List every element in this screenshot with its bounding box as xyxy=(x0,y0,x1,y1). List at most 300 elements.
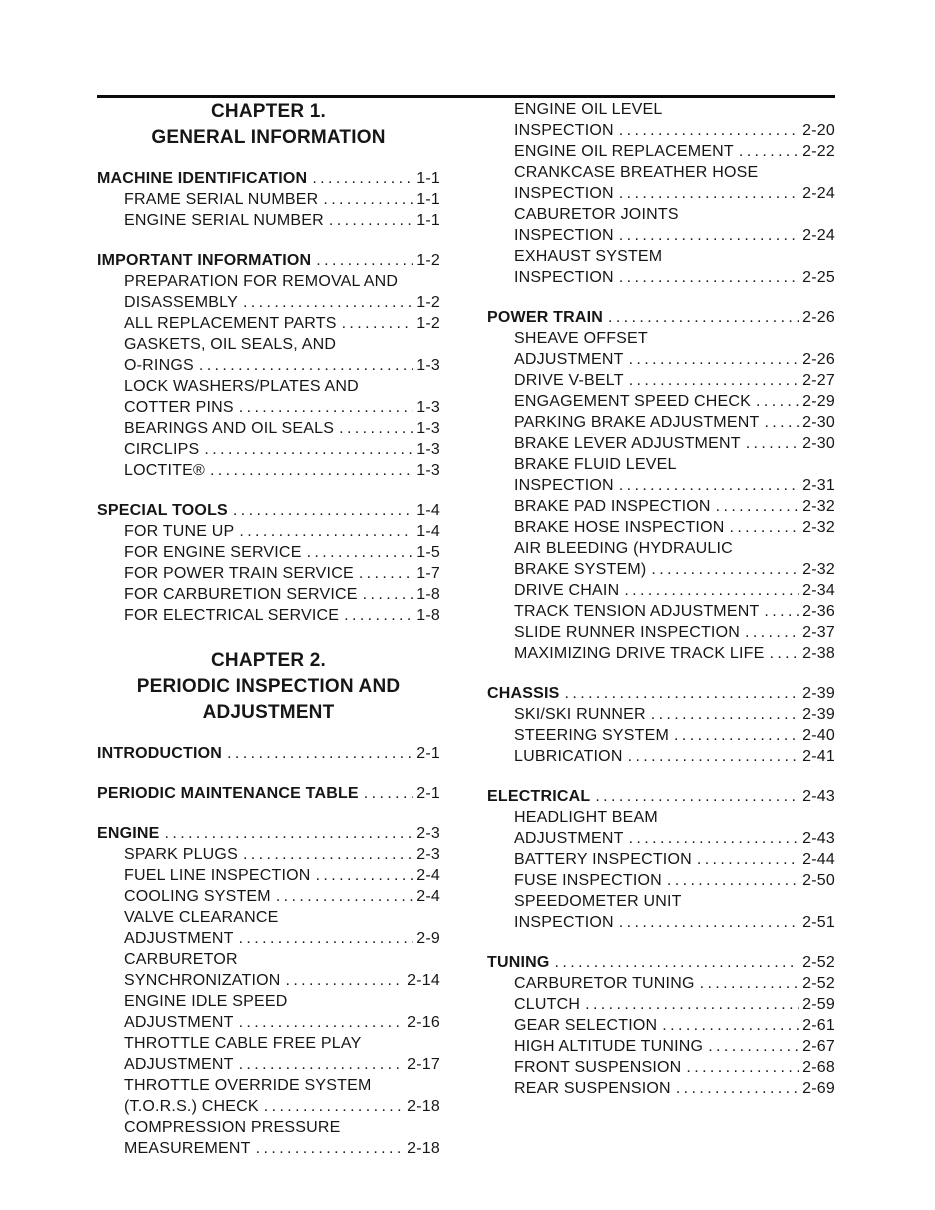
toc-entry xyxy=(487,99,835,141)
page-number: 1-1 xyxy=(416,212,440,229)
page-number: 2-32 xyxy=(802,519,835,536)
toc-entry-line xyxy=(514,849,835,870)
top-rule xyxy=(97,95,835,98)
toc-entry xyxy=(487,601,835,622)
toc-entry-line xyxy=(514,622,835,643)
page-number: 2-39 xyxy=(802,706,835,723)
page-number: 2-59 xyxy=(802,996,835,1013)
dot-leader xyxy=(667,870,799,891)
toc-section xyxy=(487,683,835,767)
page-number: 2-3 xyxy=(416,825,440,842)
toc-entry-label: O-RINGS xyxy=(124,357,194,374)
page-number: 2-52 xyxy=(802,975,835,992)
toc-entry-label: (T.O.R.S.) CHECK xyxy=(124,1098,259,1115)
toc-entry-line xyxy=(124,210,440,231)
toc-entry-label: BRAKE FLUID LEVEL xyxy=(514,456,677,473)
toc-entry-line xyxy=(124,397,440,418)
toc-section xyxy=(97,783,440,804)
dot-leader xyxy=(344,605,413,626)
toc-entry-line xyxy=(514,973,835,994)
page-number: 2-41 xyxy=(802,748,835,765)
toc-entry xyxy=(487,1057,835,1078)
page-number: 2-30 xyxy=(802,435,835,452)
page-number: 1-4 xyxy=(416,502,440,519)
toc-entry-label: BRAKE LEVER ADJUSTMENT xyxy=(514,435,741,452)
chapter-heading xyxy=(97,648,440,726)
toc-entry-label: COMPRESSION PRESSURE xyxy=(124,1119,341,1136)
toc-entry xyxy=(97,907,440,949)
dot-leader xyxy=(243,292,413,313)
toc-entry xyxy=(487,204,835,246)
dot-leader xyxy=(662,1015,799,1036)
toc-entry-label: ADJUSTMENT xyxy=(124,1056,234,1073)
toc-entry-line xyxy=(514,1057,835,1078)
page-number: 2-69 xyxy=(802,1080,835,1097)
toc-entry-label: ALL REPLACEMENT PARTS xyxy=(124,315,337,332)
toc-section xyxy=(487,307,835,664)
page-number: 2-24 xyxy=(802,185,835,202)
toc-entry-line xyxy=(124,376,440,397)
toc-entry xyxy=(487,849,835,870)
toc-entry xyxy=(97,563,440,584)
page-number: 1-8 xyxy=(416,607,440,624)
toc-entry-line xyxy=(514,204,835,225)
toc-entry-line xyxy=(124,542,440,563)
toc-entry-label: ADJUSTMENT xyxy=(124,1014,234,1031)
toc-entry xyxy=(97,605,440,626)
toc-entry-label: LUBRICATION xyxy=(514,748,623,765)
dot-leader xyxy=(619,120,799,141)
toc-entry-line xyxy=(124,1033,440,1054)
dot-leader xyxy=(316,250,413,271)
toc-entry xyxy=(487,1015,835,1036)
dot-leader xyxy=(323,189,413,210)
toc-entry xyxy=(487,973,835,994)
toc-entry-label: INSPECTION xyxy=(514,477,614,494)
toc-entry xyxy=(97,210,440,231)
dot-leader xyxy=(555,952,800,973)
toc-entry xyxy=(97,949,440,991)
page-number: 1-2 xyxy=(416,294,440,311)
page-number: 1-1 xyxy=(416,170,440,187)
toc-entry xyxy=(487,643,835,664)
toc-section xyxy=(97,743,440,764)
toc-entry-line xyxy=(514,643,835,664)
toc-entry-line xyxy=(124,865,440,886)
toc-entry xyxy=(487,246,835,288)
toc-entry-label: DISASSEMBLY xyxy=(124,294,238,311)
toc-entry xyxy=(487,370,835,391)
dot-leader xyxy=(565,683,800,704)
toc-entry xyxy=(97,584,440,605)
toc-entry-label: FUEL LINE INSPECTION xyxy=(124,867,311,884)
toc-entry xyxy=(97,991,440,1033)
dot-leader xyxy=(651,704,799,725)
dot-leader xyxy=(239,1054,405,1075)
dot-leader xyxy=(276,886,413,907)
dot-leader xyxy=(264,1096,404,1117)
page-number: 2-26 xyxy=(802,351,835,368)
toc-entry-line xyxy=(124,970,440,991)
toc-section xyxy=(97,250,440,481)
toc-entry-label: INSPECTION xyxy=(514,122,614,139)
toc-entry-label: FOR ELECTRICAL SERVICE xyxy=(124,607,340,624)
dot-leader xyxy=(619,912,799,933)
dot-leader xyxy=(595,786,799,807)
toc-entry-label: TUNING xyxy=(487,954,550,971)
toc-entry-label: FOR CARBURETION SERVICE xyxy=(124,586,358,603)
toc-entry-label: COTTER PINS xyxy=(124,399,234,416)
toc-entry-label: PERIODIC MAINTENANCE TABLE xyxy=(97,785,359,802)
toc-entry-line xyxy=(97,783,440,804)
toc-entry-line xyxy=(124,1012,440,1033)
toc-entry-label: ENGINE IDLE SPEED xyxy=(124,993,288,1010)
page-number: 1-3 xyxy=(416,441,440,458)
toc-entry xyxy=(97,460,440,481)
toc-entry-label: BRAKE PAD INSPECTION xyxy=(514,498,711,515)
page-number: 2-38 xyxy=(802,645,835,662)
toc-entry-line xyxy=(124,563,440,584)
toc-entry-line xyxy=(124,271,440,292)
toc-entry-label: SPARK PLUGS xyxy=(124,846,238,863)
toc-section-heading xyxy=(487,683,835,704)
toc-entry-label: DRIVE V-BELT xyxy=(514,372,624,389)
page-number: 2-26 xyxy=(802,309,835,326)
toc-entry-line xyxy=(514,370,835,391)
toc-entry xyxy=(487,412,835,433)
toc-entry xyxy=(487,725,835,746)
dot-leader xyxy=(756,391,799,412)
page-number: 2-3 xyxy=(416,846,440,863)
dot-leader xyxy=(239,928,414,949)
page-number: 2-25 xyxy=(802,269,835,286)
toc-entry-line xyxy=(514,1015,835,1036)
dot-leader xyxy=(676,1078,799,1099)
toc-entry-label: CARBURETOR TUNING xyxy=(514,975,695,992)
toc-section xyxy=(487,99,835,288)
toc-section-heading xyxy=(487,786,835,807)
toc-column-right xyxy=(487,99,835,1099)
toc-entry-label: THROTTLE CABLE FREE PLAY xyxy=(124,1035,362,1052)
toc-entry-line xyxy=(514,580,835,601)
toc-entry-line xyxy=(124,991,440,1012)
page-number: 1-3 xyxy=(416,399,440,416)
toc-entry-line xyxy=(124,907,440,928)
page-number: 2-37 xyxy=(802,624,835,641)
toc-entry-line xyxy=(124,418,440,439)
toc-entry-line xyxy=(514,99,835,120)
toc-entry-line xyxy=(514,559,835,580)
toc-entry xyxy=(97,1033,440,1075)
toc-entry-label: TRACK TENSION ADJUSTMENT xyxy=(514,603,760,620)
toc-entry-label: MAXIMIZING DRIVE TRACK LIFE xyxy=(514,645,765,662)
dot-leader xyxy=(746,433,799,454)
toc-entry xyxy=(487,141,835,162)
dot-leader xyxy=(312,168,413,189)
toc-entry-label: ADJUSTMENT xyxy=(514,351,624,368)
toc-entry xyxy=(97,521,440,542)
dot-leader xyxy=(239,1012,405,1033)
toc-section-heading xyxy=(97,250,440,271)
toc-entry-label: GASKETS, OIL SEALS, AND xyxy=(124,336,337,353)
toc-entry-line xyxy=(514,994,835,1015)
dot-leader xyxy=(708,1036,799,1057)
toc-section xyxy=(487,786,835,933)
toc-section-heading xyxy=(97,783,440,804)
toc-entry xyxy=(97,271,440,313)
toc-entry xyxy=(487,870,835,891)
toc-entry-line xyxy=(124,1096,440,1117)
toc-entry xyxy=(97,542,440,563)
toc-entry-label: CHASSIS xyxy=(487,685,560,702)
toc-entry-line xyxy=(514,870,835,891)
page-number: 2-22 xyxy=(802,143,835,160)
toc-section xyxy=(97,500,440,626)
toc-section-heading xyxy=(97,168,440,189)
page-number: 2-29 xyxy=(802,393,835,410)
toc-entry-line xyxy=(124,1054,440,1075)
toc-entry xyxy=(487,162,835,204)
page-number: 2-52 xyxy=(802,954,835,971)
toc-entry-label: REAR SUSPENSION xyxy=(514,1080,671,1097)
dot-leader xyxy=(745,622,799,643)
dot-leader xyxy=(307,542,414,563)
toc-entry-label: SKI/SKI RUNNER xyxy=(514,706,646,723)
page-number: 2-34 xyxy=(802,582,835,599)
dot-leader xyxy=(651,559,799,580)
toc-entry-line xyxy=(514,496,835,517)
toc-entry-line xyxy=(487,952,835,973)
toc-entry-label: HIGH ALTITUDE TUNING xyxy=(514,1038,704,1055)
toc-entry-label: BATTERY INSPECTION xyxy=(514,851,692,868)
toc-entry-label: ADJUSTMENT xyxy=(124,930,234,947)
toc-section xyxy=(97,168,440,231)
toc-entry-label: FRAME SERIAL NUMBER xyxy=(124,191,319,208)
toc-entry-line xyxy=(97,250,440,271)
toc-entry-line xyxy=(124,313,440,334)
toc-entry-line xyxy=(124,605,440,626)
toc-entry xyxy=(487,580,835,601)
dot-leader xyxy=(739,141,799,162)
toc-entry-label: BEARINGS AND OIL SEALS xyxy=(124,420,335,437)
dot-leader xyxy=(700,973,800,994)
toc-entry xyxy=(487,433,835,454)
toc-entry-label: SHEAVE OFFSET xyxy=(514,330,648,347)
page-number: 2-51 xyxy=(802,914,835,931)
toc-entry-label: THROTTLE OVERRIDE SYSTEM xyxy=(124,1077,372,1094)
toc-entry xyxy=(487,454,835,496)
chapter-heading xyxy=(97,99,440,151)
toc-entry-line xyxy=(124,292,440,313)
toc-entry-line xyxy=(124,189,440,210)
dot-leader xyxy=(364,783,413,804)
toc-entry xyxy=(487,496,835,517)
toc-entry xyxy=(97,376,440,418)
page-number: 1-3 xyxy=(416,420,440,437)
toc-entry xyxy=(487,746,835,767)
dot-leader xyxy=(342,313,414,334)
toc-entry-label: GEAR SELECTION xyxy=(514,1017,658,1034)
toc-entry-label: COOLING SYSTEM xyxy=(124,888,271,905)
toc-entry-line xyxy=(514,183,835,204)
toc-entry-line xyxy=(514,1078,835,1099)
toc-entry-line xyxy=(124,334,440,355)
page-number: 2-18 xyxy=(407,1098,440,1115)
dot-leader xyxy=(619,225,799,246)
toc-entry xyxy=(97,418,440,439)
toc-entry-line xyxy=(487,307,835,328)
toc-entry xyxy=(97,844,440,865)
dot-leader xyxy=(239,397,414,418)
toc-entry-line xyxy=(124,460,440,481)
toc-entry xyxy=(97,1117,440,1159)
toc-entry-label: PARKING BRAKE ADJUSTMENT xyxy=(514,414,760,431)
toc-section-heading xyxy=(97,743,440,764)
dot-leader xyxy=(165,823,414,844)
toc-section-heading xyxy=(487,307,835,328)
page-number: 2-1 xyxy=(416,785,440,802)
toc-entry-label: INSPECTION xyxy=(514,185,614,202)
toc-entry-line xyxy=(124,521,440,542)
toc-entry-label: INTRODUCTION xyxy=(97,745,223,762)
toc-entry-label: DRIVE CHAIN xyxy=(514,582,620,599)
page-number: 2-14 xyxy=(407,972,440,989)
dot-leader xyxy=(608,307,799,328)
toc-section-heading xyxy=(97,500,440,521)
toc-entry-line xyxy=(124,1117,440,1138)
toc-entry-label: FRONT SUSPENSION xyxy=(514,1059,682,1076)
page-number: 2-16 xyxy=(407,1014,440,1031)
toc-entry-line xyxy=(514,538,835,559)
dot-leader xyxy=(629,370,799,391)
toc-entry-line xyxy=(514,912,835,933)
toc-entry-label: CLUTCH xyxy=(514,996,581,1013)
toc-column-left xyxy=(97,99,440,1159)
toc-entry xyxy=(487,622,835,643)
toc-entry xyxy=(97,886,440,907)
toc-entry-label: ENGAGEMENT SPEED CHECK xyxy=(514,393,752,410)
toc-entry-line xyxy=(124,949,440,970)
toc-entry xyxy=(487,1078,835,1099)
toc-entry-label: ENGINE OIL REPLACEMENT xyxy=(514,143,734,160)
toc-entry-label: BRAKE SYSTEM) xyxy=(514,561,647,578)
page-number: 1-2 xyxy=(416,315,440,332)
toc-entry-line xyxy=(514,141,835,162)
page-number: 2-24 xyxy=(802,227,835,244)
toc-entry-label: FOR POWER TRAIN SERVICE xyxy=(124,565,354,582)
toc-entry-line xyxy=(124,886,440,907)
dot-leader xyxy=(339,418,413,439)
toc-entry-label: ENGINE OIL LEVEL xyxy=(514,101,663,118)
toc-entry-label: LOCTITE® xyxy=(124,462,205,479)
page-number: 2-30 xyxy=(802,414,835,431)
toc-entry xyxy=(487,807,835,849)
page-number: 2-4 xyxy=(416,888,440,905)
toc-entry-label: FOR TUNE UP xyxy=(124,523,235,540)
toc-entry-line xyxy=(514,807,835,828)
toc-entry-label: MACHINE IDENTIFICATION xyxy=(97,170,308,187)
toc-entry-line xyxy=(514,246,835,267)
page-number: 2-32 xyxy=(802,498,835,515)
page-number: 2-9 xyxy=(416,930,440,947)
dot-leader xyxy=(697,849,799,870)
toc-section xyxy=(487,952,835,1099)
toc-section-heading xyxy=(97,823,440,844)
toc-entry-line xyxy=(97,823,440,844)
dot-leader xyxy=(686,1057,799,1078)
page-number: 2-67 xyxy=(802,1038,835,1055)
toc-entry-line xyxy=(514,328,835,349)
toc-entry-label: INSPECTION xyxy=(514,227,614,244)
dot-leader xyxy=(316,865,414,886)
toc-entry-line xyxy=(514,391,835,412)
toc-entry-line xyxy=(97,743,440,764)
toc-section xyxy=(97,823,440,1159)
page-number: 1-3 xyxy=(416,462,440,479)
page-number: 1-8 xyxy=(416,586,440,603)
toc-entry-line xyxy=(514,349,835,370)
toc-entry xyxy=(487,994,835,1015)
page-number: 2-20 xyxy=(802,122,835,139)
toc-entry-line xyxy=(514,120,835,141)
dot-leader xyxy=(624,580,799,601)
dot-leader xyxy=(204,439,413,460)
toc-entry-label: FOR ENGINE SERVICE xyxy=(124,544,302,561)
page-number: 2-43 xyxy=(802,830,835,847)
toc-entry-line xyxy=(124,439,440,460)
toc-entry-label: INSPECTION xyxy=(514,914,614,931)
toc-entry xyxy=(487,517,835,538)
page-number: 2-27 xyxy=(802,372,835,389)
toc-entry-label: CRANKCASE BREATHER HOSE xyxy=(514,164,759,181)
page-number: 1-5 xyxy=(416,544,440,561)
toc-entry xyxy=(97,865,440,886)
toc-entry-line xyxy=(124,584,440,605)
toc-entry-line xyxy=(514,828,835,849)
dot-leader xyxy=(769,643,799,664)
toc-entry xyxy=(487,391,835,412)
toc-entry-line xyxy=(514,225,835,246)
page-number: 2-31 xyxy=(802,477,835,494)
dot-leader xyxy=(210,460,413,481)
dot-leader xyxy=(629,828,800,849)
toc-entry-line xyxy=(487,786,835,807)
page-number: 1-2 xyxy=(416,252,440,269)
toc-entry-line xyxy=(514,746,835,767)
page-number: 2-43 xyxy=(802,788,835,805)
dot-leader xyxy=(256,1138,405,1159)
dot-leader xyxy=(227,743,413,764)
dot-leader xyxy=(629,349,800,370)
page-number: 1-4 xyxy=(416,523,440,540)
page-number: 2-50 xyxy=(802,872,835,889)
page-number: 2-39 xyxy=(802,685,835,702)
toc-entry-line xyxy=(124,355,440,376)
toc-section-heading xyxy=(487,952,835,973)
toc-entry-label: ADJUSTMENT xyxy=(514,830,624,847)
toc-entry xyxy=(487,538,835,580)
dot-leader xyxy=(764,412,799,433)
toc-entry-label: STEERING SYSTEM xyxy=(514,727,670,744)
page-number: 2-44 xyxy=(802,851,835,868)
page-number: 2-17 xyxy=(407,1056,440,1073)
toc-entry-label: EXHAUST SYSTEM xyxy=(514,248,663,265)
dot-leader xyxy=(363,584,414,605)
toc-entry-label: INSPECTION xyxy=(514,269,614,286)
toc-entry-line xyxy=(97,500,440,521)
toc-entry-label: SPECIAL TOOLS xyxy=(97,502,228,519)
dot-leader xyxy=(329,210,413,231)
